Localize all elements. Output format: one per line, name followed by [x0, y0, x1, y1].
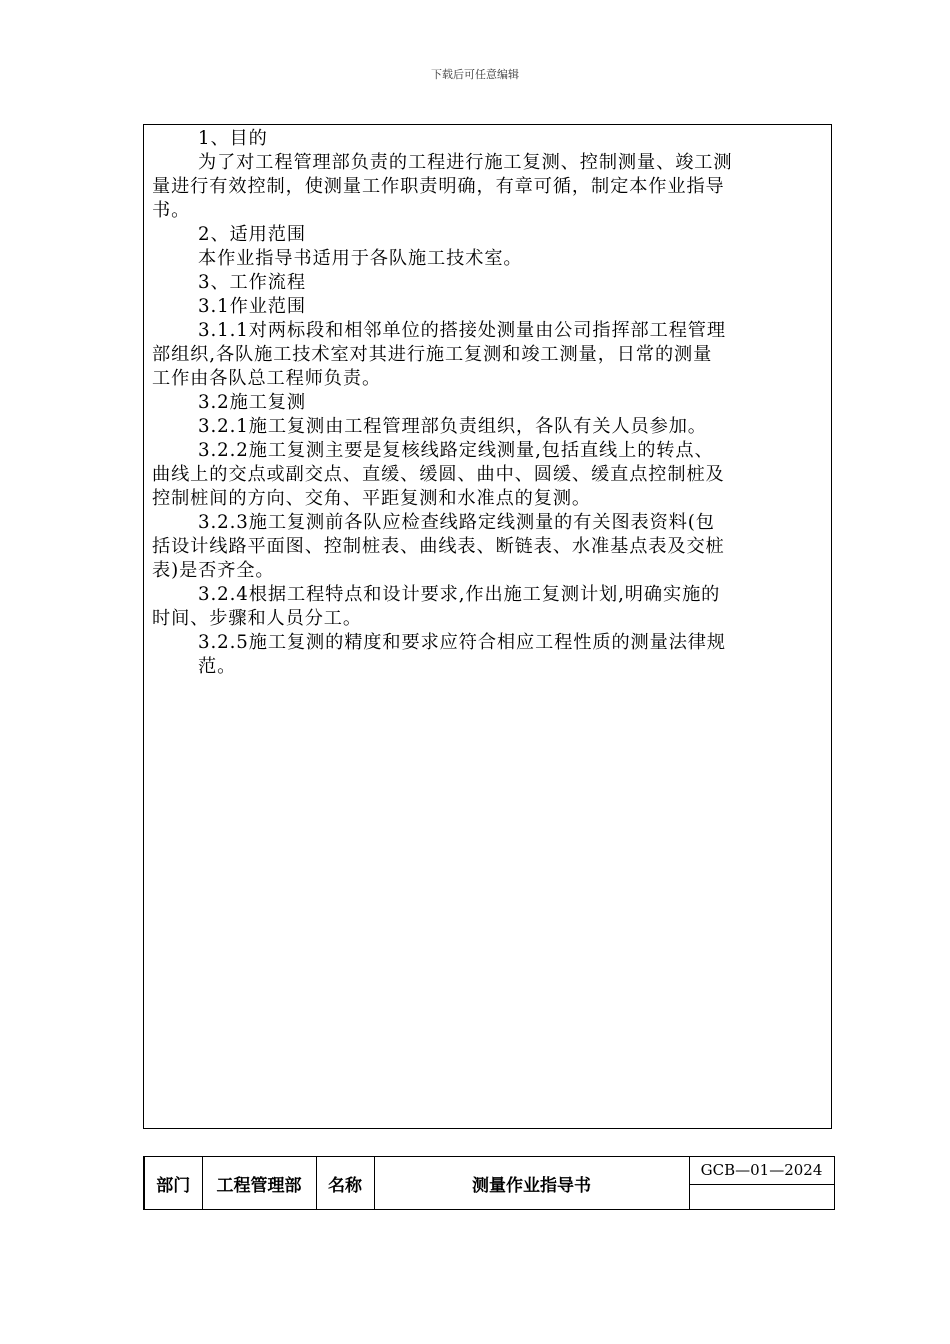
text-line: 曲线上的交点或副交点、直缓、缓圆、曲中、圆缓、缓直点控制桩及 — [152, 464, 725, 485]
text-line: 控制桩间的方向、交角、平距复测和水准点的复测。 — [152, 488, 592, 509]
text-line: 3.1作业范围 — [198, 296, 306, 317]
text-line: 书。 — [152, 200, 191, 221]
dept-value: 工程管理部 — [202, 1157, 316, 1210]
document-code-sub — [690, 1185, 834, 1209]
text-line: 部组织,各队施工技术室对其进行施工复测和竣工测量，日常的测量 — [152, 344, 713, 365]
text-line: 量进行有效控制，使测量工作职责明确，有章可循，制定本作业指导 — [152, 176, 725, 197]
text-line: 3.2.1施工复测由工程管理部负责组织，各队有关人员参加。 — [198, 416, 707, 437]
text-line: 3.2施工复测 — [198, 392, 306, 413]
header-note: 下载后可任意编辑 — [431, 68, 519, 81]
footer-table — [143, 1156, 835, 1210]
text-line: 3.2.5施工复测的精度和要求应符合相应工程性质的测量法律规 — [198, 632, 726, 653]
code-cell — [689, 1157, 834, 1210]
document-body — [143, 124, 832, 1129]
document-code: GCB—01—2024 — [690, 1157, 834, 1185]
text-line: 3.2.4根据工程特点和设计要求,作出施工复测计划,明确实施的 — [198, 584, 721, 605]
document-name: 测量作业指导书 — [374, 1157, 689, 1210]
dept-label: 部门 — [144, 1157, 202, 1210]
text-line: 工作由各队总工程师负责。 — [152, 368, 382, 389]
text-line: 3.1.1对两标段和相邻单位的搭接处测量由公司指挥部工程管理 — [198, 320, 726, 341]
text-line: 3.2.2施工复测主要是复核线路定线测量,包括直线上的转点、 — [198, 440, 714, 461]
text-line: 3.2.3施工复测前各队应检查线路定线测量的有关图表资料(包 — [198, 512, 715, 533]
text-line: 为了对工程管理部负责的工程进行施工复测、控制测量、竣工测 — [198, 152, 733, 173]
text-line: 表)是否齐全。 — [152, 560, 275, 581]
text-line: 2、适用范围 — [198, 224, 306, 245]
text-line: 范。 — [198, 656, 237, 677]
name-label: 名称 — [316, 1157, 374, 1210]
text-line: 本作业指导书适用于各队施工技术室。 — [198, 248, 523, 269]
text-line: 1、目的 — [198, 128, 268, 149]
text-line: 时间、步骤和人员分工。 — [152, 608, 362, 629]
text-line: 括设计线路平面图、控制桩表、曲线表、断链表、水准基点表及交桩 — [152, 536, 725, 557]
text-line: 3、工作流程 — [198, 272, 306, 293]
